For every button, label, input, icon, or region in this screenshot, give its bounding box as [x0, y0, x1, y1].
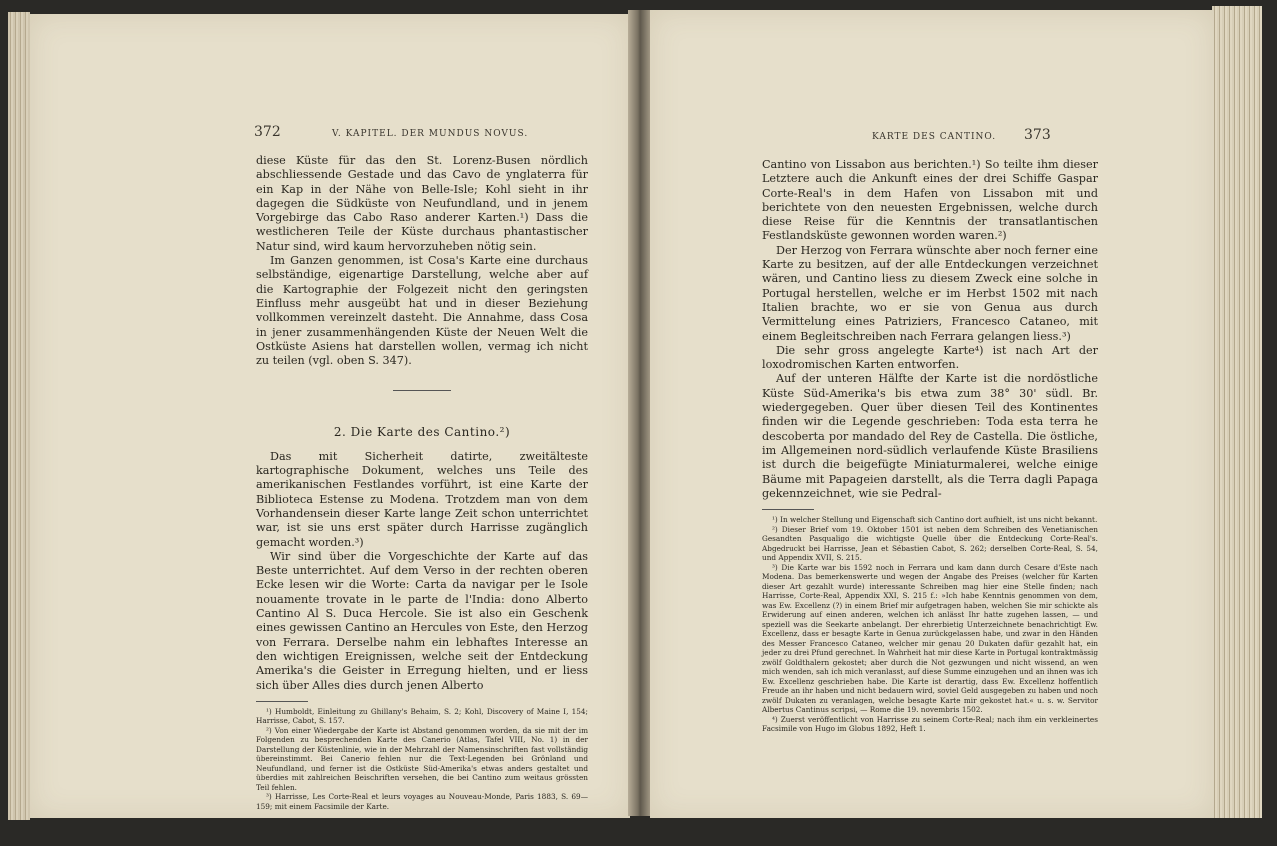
right-paragraph: Cantino von Lissabon aus berichten.¹) So teilte ihm dieser Letztere auch die Ankunft eines der drei Schiffe Gaspar Corte-Real's in dem Hafen von Lissabon mit und berichtete von den neuesten Ergebnissen, welche durch diese Reise für die Kenntnis der transatlantischen Festlandsküste gewonnen worden waren.²) [762, 158, 1098, 243]
footnote-rule [762, 509, 814, 510]
right-footnotes [762, 515, 1098, 734]
footnote: ⁴) Zuerst veröffentlicht von Harrisse zu seinem Corte-Real; nach ihm ein verkleinertes Facsimile von Hugo im Globus 1892, Heft 1. [762, 714, 1098, 734]
right-paragraph: Der Herzog von Ferrara wünschte aber noch ferner eine Karte zu besitzen, auf der alle Entdeckungen verzeichnet wären, und Cantino liess zu diesem Zweck eine solche in Portugal herstellen, welche er im Herbst 1502 mit nach Italien brachte, wo er sie von Genua aus durch Vermittelung eines Patriziers, Francesco Cataneo, mit einem Begleitschreiben nach Ferrara gelangen liess.³) [762, 243, 1098, 343]
footnote: ¹) Humboldt, Einleitung zu Ghillany's Behaim, S. 2; Kohl, Discovery of Maine I, 154; Harrisse, Cabot, S. 157. [256, 706, 588, 726]
right-page-edges [1212, 6, 1262, 818]
left-page-edges [8, 12, 30, 820]
book-spine [628, 10, 650, 816]
running-head-left: V. KAPITEL. DER MUNDUS NOVUS. [332, 129, 529, 139]
footnote: ²) Dieser Brief vom 19. Oktober 1501 ist neben dem Schreiben des Venetianischen Gesandten Pasqualigo die wichtigste Quelle über die Entdeckung Corte-Real's. Abgedruckt bei Harrisse, Jean et Sébastien Cabot, S. 262; derselben Corte-Real, S. 54, und Appendix XVII, S. 215. [762, 524, 1098, 563]
right-body-text [762, 158, 1098, 734]
right-page [650, 10, 1214, 818]
page-number-right: 373 [1024, 127, 1051, 143]
right-paragraph: Auf der unteren Hälfte der Karte ist die nordöstliche Küste Süd-Amerika's bis etwa zum 38° 30' südl. Br. wiedergegeben. Quer über diesen Teil des Kontinentes finden wir die Legende geschrieben: Toda esta terra he descoberta por mandado del Rey de Castella. Die östliche, im Allgemeinen nord-südlich verlaufende Küste Brasiliens ist durch die beigefügte Miniaturmalerei, welche einige Bäume mit Papageien darstellt, als die Terra dagli Papaga gekennzeichnet, wie sie Pedral- [762, 372, 1098, 500]
section-separator [393, 390, 451, 391]
left-paragraph: Wir sind über die Vorgeschichte der Karte auf das Beste unterrichtet. Auf dem Verso in der rechten oberen Ecke lesen wir die Worte: Carta da navigar per le Isole nouamente trovate in le parte de l'India: dono Alberto Cantino Al S. Duca Hercole. Sie ist also ein Geschenk eines gewissen Cantino an Hercules von Este, den Herzog von Ferrara. Derselbe nahm ein lebhaftes Interesse an den wichtigen Ereignissen, welche seit der Entdeckung Amerika's die Geister in Erregung hielten, und er liess sich über Alles dies durch jenen Alberto [256, 549, 588, 692]
footnote-rule [256, 701, 308, 702]
footnote: ²) Von einer Wiedergabe der Karte ist Abstand genommen worden, da sie mit der im Folgenden zu besprechenden Karte des Canerio (Atlas, Tafel VIII, No. 1) in der Darstellung der Küstenlinie, wie in der Mehrzahl der Namensinschriften fast vollständig übereinstimmt. Bei Canerio fehlen nur die Text-Legenden bei Grönland und Neufundland, und ferner ist die Ostküste Süd-Amerika's etwas anders gestaltet und überdies mit zahlreichen Beischriften versehen, die bei Cantino zum weitaus grössten Teil fehlen. [256, 725, 588, 792]
left-paragraph: Das mit Sicherheit datirte, zweitälteste kartographische Dokument, welches uns Teile des amerikanischen Festlandes vorführt, ist eine Karte der Biblioteca Estense zu Modena. Trotzdem man von dem Vorhandensein dieser Karte lange Zeit schon unterrichtet war, ist sie uns erst später durch Harrisse zugänglich gemacht worden.³) [256, 449, 588, 549]
left-body-text [256, 154, 588, 811]
left-paragraph: diese Küste für das den St. Lorenz-Busen nördlich abschliessende Gestade und das Cavo de ynglaterra für ein Kap in der Nähe von Belle-Isle; Kohl sieht in ihr dagegen die Südküste von Neufundland, und in jenem Vorgebirge das Cabo Raso anderer Karten.¹) Dass die westlicheren Teile der Küste durchaus phantastischer Natur sind, wird kaum hervorzuheben nötig sein. [256, 154, 588, 253]
left-paragraph: Im Ganzen genommen, ist Cosa's Karte eine durchaus selbständige, eigenartige Darstellung, welche aber auf die Kartographie der Folgezeit nicht den geringsten Einfluss mehr ausgeübt hat und in dieser Beziehung vollkommen vereinzelt dasteht. Die Annahme, dass Cosa in jener zusammenhängenden Küste der Neuen Welt die Ostküste Asiens hat darstellen wollen, vermag ich nicht zu teilen (vgl. oben S. 347). [256, 254, 588, 368]
page-number-left: 372 [254, 124, 281, 140]
footnote: ¹) In welcher Stellung und Eigenschaft sich Cantino dort aufhielt, ist uns nicht bekannt. [772, 515, 1098, 525]
left-page [30, 14, 630, 818]
running-head-right: KARTE DES CANTINO. [872, 132, 997, 142]
footnote: ³) Die Karte war bis 1592 noch in Ferrara und kam dann durch Cesare d'Este nach Modena. Das bemerkenswerte und wegen der Angabe des Preises (welcher für Karten dieser Art gezahlt wurde) interessante Schreiben mag hier eine Stelle finden; nach Harrisse, Corte-Real, Appendix XXI, S. 215 f.: »Ich habe Kenntnis genommen von dem, was Ew. Excellenz (?) in einem Brief mir aufgetragen haben, welchen Sie mir schickte als Erwiderung auf einen anderen, welchen ich anlässt Ihr hatte zugehen lassen, — und speziell was die Seekarte anbelangt. Der ehrerbietig Unterzeichnete benachrichtigt Ew. Excellenz, dass er besagte Karte in Genua zurückgelassen habe, und zwar in den Händen des Messer Francesco Cataneo, welcher mir genau 20 Dukaten dafür gezahlt hat, ein jeder zu drei Pfund gerechnet. In Wahrheit hat mir diese Karte in Portugal kontraktmässig zwölf Goldthalern gekostet; aber durch die Not gezwungen und nicht wissend, an wen mich wenden, sah ich mich veranlasst, auf diese Summe einzugehen und an ihnen was ich Ew. Excellenz geschrieben habe. Die Karte ist derartig, dass Ew. Excellenz hoffentlich Freude an ihr haben und nicht bedauern wird, soviel Geld ausgegeben zu haben und noch zwölf Dukaten zu veranlagen, welche besagte Karte mir gekostet hat.« u. s. w. Servitor Albertus Cantinus scripsi, — Rome die 19. novembris 1502. [762, 562, 1098, 715]
section-title: 2. Die Karte des Cantino.²) [333, 425, 511, 440]
left-footnotes [256, 707, 588, 812]
right-paragraph: Die sehr gross angelegte Karte⁴) ist nach Art der loxodromischen Karten entworfen. [762, 343, 1098, 372]
footnote: ³) Harrisse, Les Corte-Real et leurs voyages au Nouveau-Monde, Paris 1883, S. 69—159; mit einem Facsimile der Karte. [256, 792, 588, 811]
